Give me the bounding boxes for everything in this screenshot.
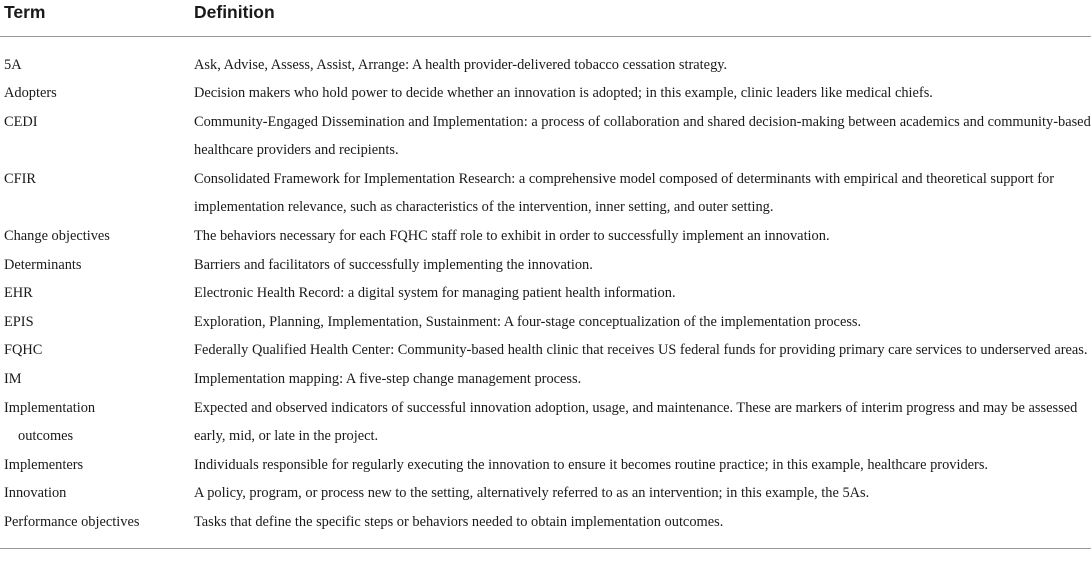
- definition-cell: Community-Engaged Dissemination and Implementation: a process of collaboration and shared decision-making between academics and community-based healthcare providers and recipients.: [194, 113, 1091, 159]
- term-cell: Determinants: [4, 256, 82, 273]
- table-row: [0, 336, 1091, 365]
- table-header: [0, 0, 1091, 36]
- term-cell: [0, 394, 194, 451]
- term-cell: Performance objectives: [0, 508, 194, 548]
- table-row: [0, 108, 1091, 165]
- definition-cell: Federally Qualified Health Center: Community-based health clinic that receives US federal funds for providing primary care services to underserved areas.: [194, 342, 1088, 359]
- table-row: [0, 251, 1091, 280]
- table-row: [0, 479, 1091, 508]
- term-cell: EPIS: [4, 313, 34, 330]
- table-row: [0, 36, 1091, 79]
- definition-cell: Consolidated Framework for Implementation Research: a comprehensive model composed of determinants with empirical and theoretical support for implementation relevance, such as characteristics of the intervention, inner setting, and outer setting.: [194, 170, 1054, 216]
- table-row: [0, 394, 1091, 451]
- definition-cell: Tasks that define the specific steps or behaviors needed to obtain implementation outcomes.: [194, 508, 1091, 548]
- table-row: [0, 308, 1091, 337]
- term-cell: 5A: [4, 56, 22, 73]
- term-cell: CEDI: [4, 113, 38, 130]
- term-cell: Adopters: [4, 85, 57, 102]
- header-row: [0, 0, 1091, 36]
- table-row: [0, 279, 1091, 308]
- term-text: Implementation: [4, 399, 96, 416]
- definition-cell: Ask, Advise, Assess, Assist, Arrange: A health provider-delivered tobacco cessation strategy.: [194, 56, 728, 73]
- term-cell: Change objectives: [4, 228, 110, 245]
- term-text-continuation: outcomes: [18, 428, 74, 445]
- term-cell: EHR: [4, 285, 33, 302]
- table-row: [0, 79, 1091, 108]
- term-cell: CFIR: [4, 170, 36, 187]
- definition-cell: The behaviors necessary for each FQHC staff role to exhibit in order to successfully implement an innovation.: [194, 228, 830, 245]
- table-row: [0, 165, 1091, 222]
- term-column-header: Term: [0, 0, 194, 36]
- definition-cell: Barriers and facilitators of successfully implementing the innovation.: [194, 256, 593, 273]
- definition-cell: Exploration, Planning, Implementation, Sustainment: A four-stage conceptualization of the implementation process.: [194, 313, 862, 330]
- definition-column-header: Definition: [194, 0, 1091, 36]
- term-cell: FQHC: [4, 342, 43, 359]
- table-row: [0, 508, 1091, 548]
- term-cell: IM: [4, 371, 22, 388]
- definition-cell: A policy, program, or process new to the setting, alternatively referred to as an intervention; in this example, the 5As.: [194, 485, 870, 502]
- table-row: [0, 365, 1091, 394]
- definition-cell: Implementation mapping: A five-step change management process.: [194, 371, 582, 388]
- table-row: [0, 222, 1091, 251]
- definition-cell: Electronic Health Record: a digital system for managing patient health information.: [194, 285, 676, 302]
- term-cell: Innovation: [4, 485, 67, 502]
- definition-cell: Decision makers who hold power to decide whether an innovation is adopted; in this example, clinic leaders like medical chiefs.: [194, 85, 933, 102]
- term-cell: Implementers: [4, 456, 84, 473]
- definition-cell: Individuals responsible for regularly executing the innovation to ensure it becomes routine practice; in this example, healthcare providers.: [194, 456, 989, 473]
- table-body: [0, 36, 1091, 548]
- table-row: [0, 451, 1091, 480]
- definition-cell: Expected and observed indicators of successful innovation adoption, usage, and maintenance. These are markers of interim progress and may be assessed early, mid, or late in the project.: [194, 399, 1078, 445]
